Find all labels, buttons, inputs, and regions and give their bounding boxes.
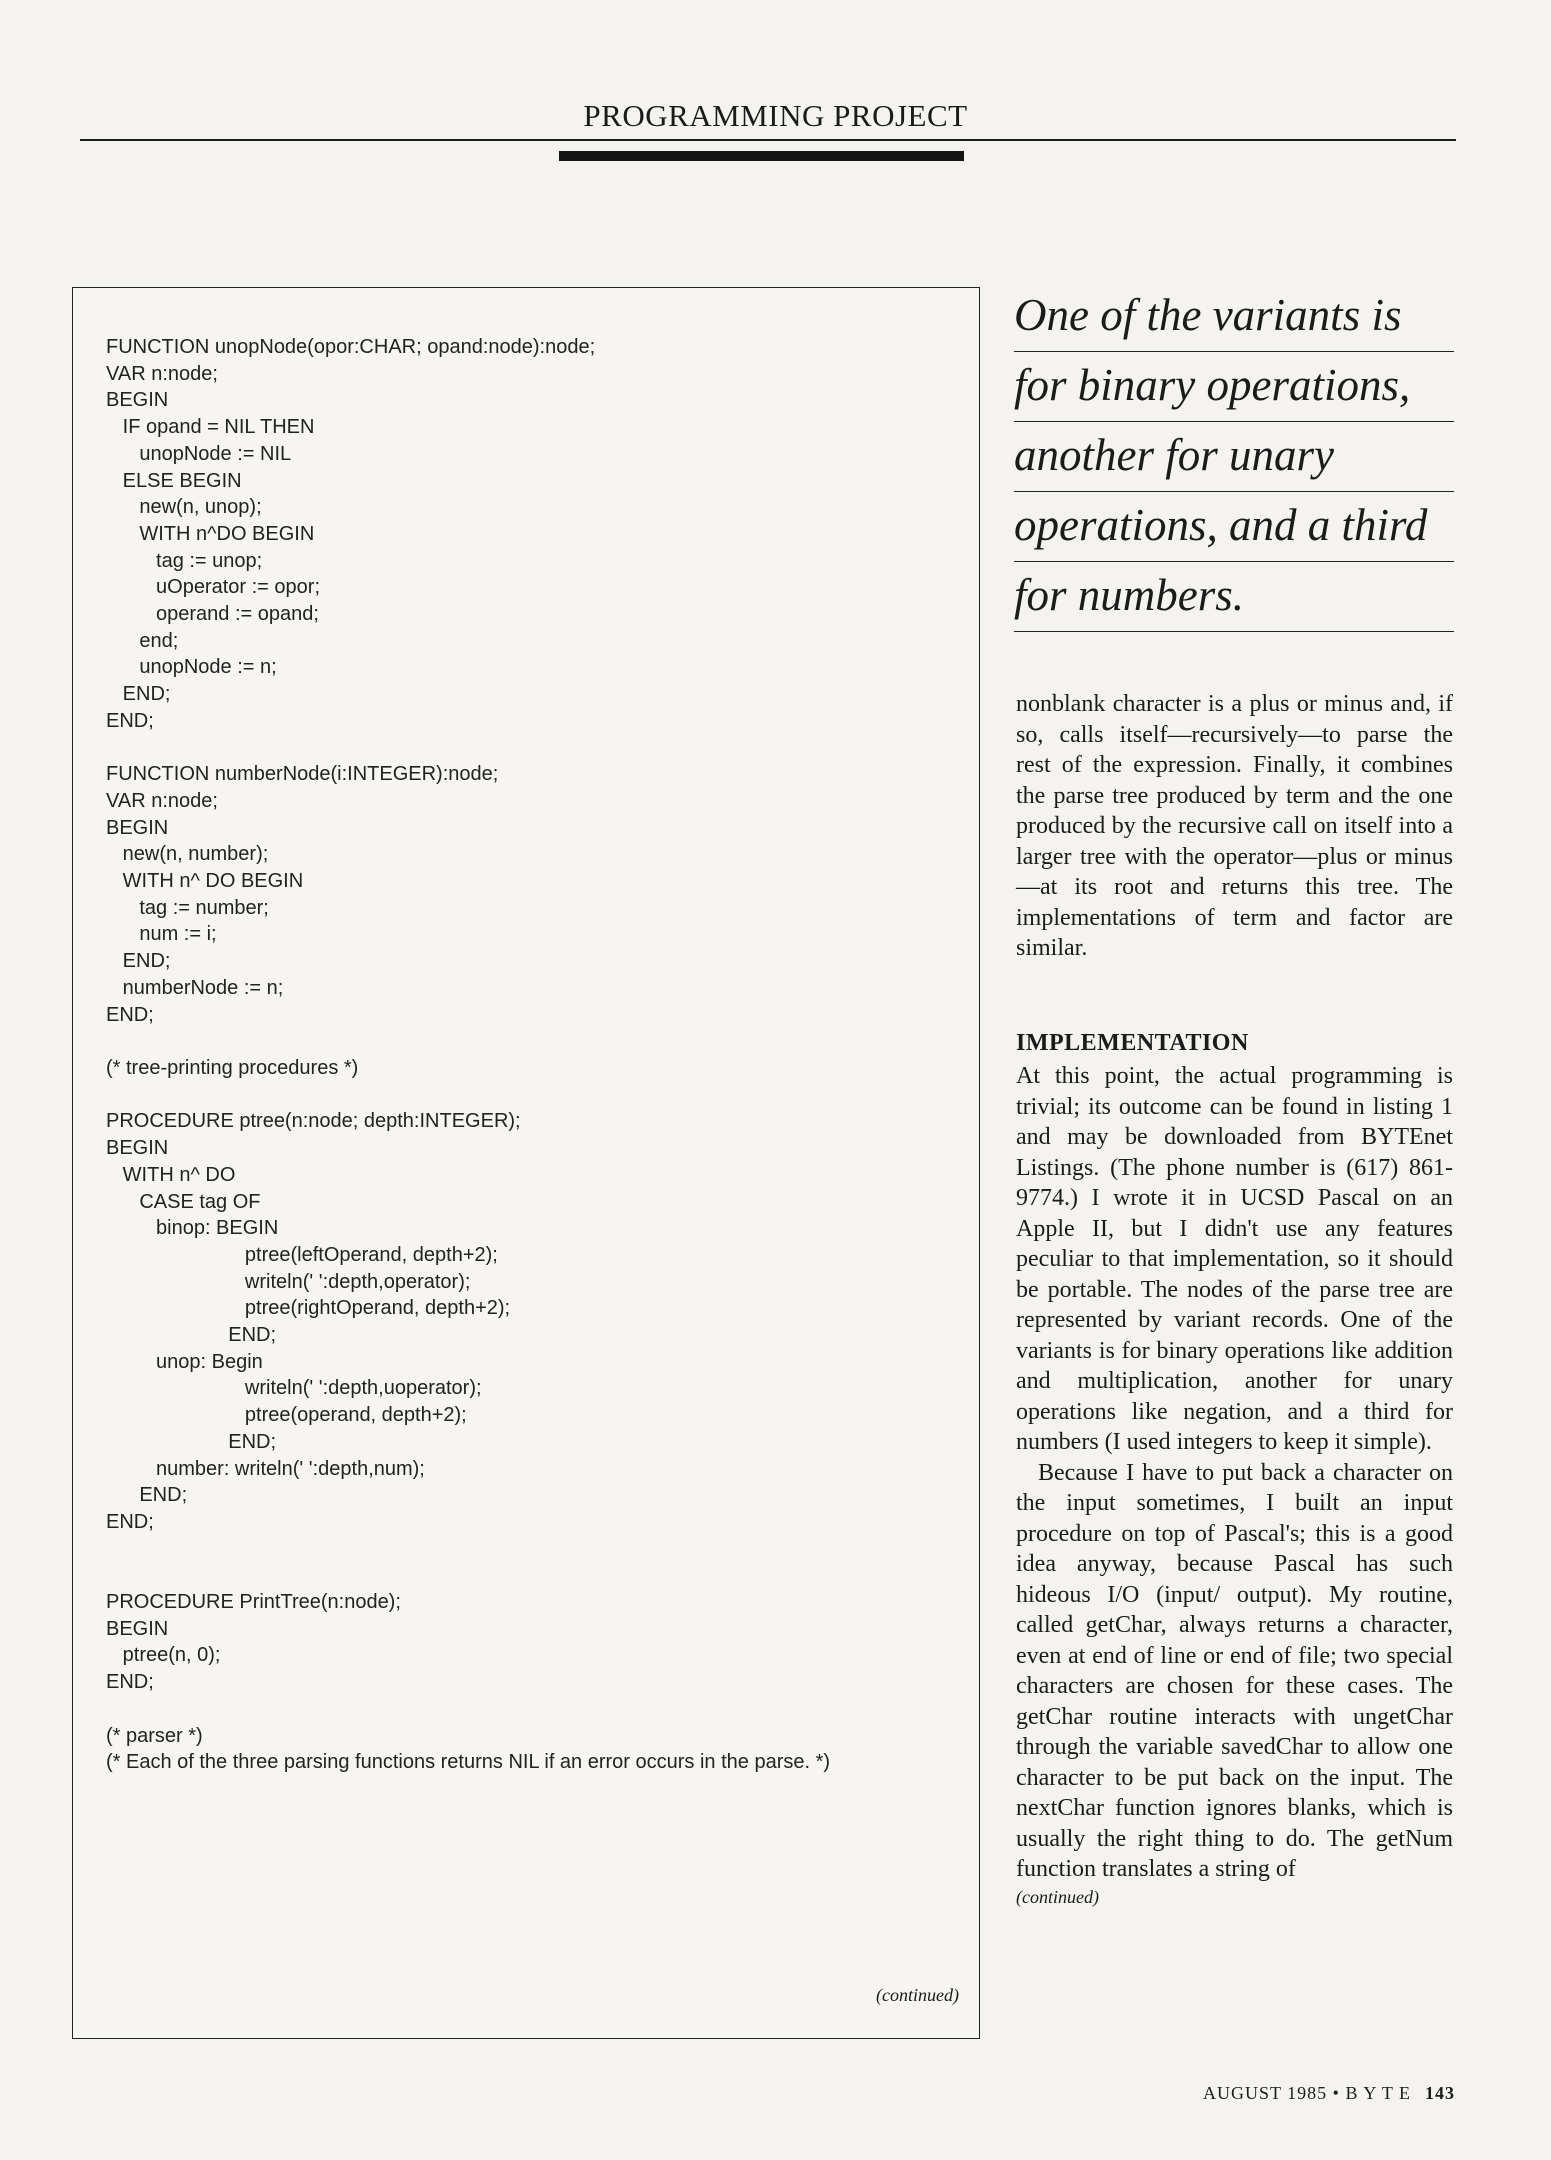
article-continued-note: (continued) — [1016, 1886, 1099, 1907]
code-line: unopNode := NIL — [106, 442, 292, 465]
code-line: ptree(n, 0); — [106, 1644, 221, 1667]
code-line: FUNCTION numberNode(i:INTEGER):node; — [106, 763, 499, 786]
pull-quote — [1014, 282, 1454, 632]
code-line — [106, 1536, 830, 1563]
code-line — [106, 1028, 830, 1055]
code-line: writeln(' ':depth,uoperator); — [106, 1377, 482, 1400]
code-line: num := i; — [106, 923, 217, 946]
code-line: CASE tag OF — [106, 1190, 261, 1213]
code-line: (* parser *) — [106, 1724, 203, 1747]
code-line — [106, 1562, 830, 1589]
page-footer — [1203, 2083, 1455, 2104]
header-rule — [80, 139, 1456, 141]
code-line: END; — [106, 1671, 154, 1694]
code-line: tag := number; — [106, 896, 269, 919]
article-paragraph-3: Because I have to put back a character on the input sometimes, I built an input procedure on top of Pascal's; this is a good idea anyway, because Pascal has such hideous I/O (input/ output). My routine, called getChar, always returns a character, even at end of line or end of file; two special characters are chosen for these cases. The getChar routine interacts with ungetChar through the variable savedChar to allow one character to be put back on the input. The nextChar function ignores blanks, which is usually the right thing to do. The getNum function translates a string of — [1016, 1459, 1453, 1882]
code-line: number: writeln(' ':depth,num); — [106, 1457, 425, 1480]
code-line: operand := opand; — [106, 603, 319, 626]
code-line: writeln(' ':depth,operator); — [106, 1270, 471, 1293]
code-line: END; — [106, 1003, 154, 1026]
page-number: 143 — [1425, 2083, 1455, 2103]
code-line — [106, 735, 830, 762]
code-line: END; — [106, 950, 171, 973]
code-line: (* tree-printing procedures *) — [106, 1056, 359, 1079]
running-head: PROGRAMMING PROJECT — [583, 98, 968, 133]
code-line: ptree(rightOperand, depth+2); — [106, 1297, 511, 1320]
code-line: tag := unop; — [106, 549, 263, 572]
code-line: BEGIN — [106, 389, 169, 412]
code-line: ptree(operand, depth+2); — [106, 1404, 467, 1427]
code-line: END; — [106, 1430, 277, 1453]
listing-continued-note: (continued) — [876, 1985, 959, 2005]
code-line: END; — [106, 683, 171, 706]
code-line: PROCEDURE ptree(n:node; depth:INTEGER); — [106, 1110, 521, 1133]
code-line: new(n, unop); — [106, 496, 262, 519]
code-line: ELSE BEGIN — [106, 469, 242, 492]
article-column-implementation — [1016, 1030, 1453, 1907]
code-listing — [106, 334, 830, 1776]
pull-quote-line: One of the variants is — [1014, 282, 1454, 352]
code-line — [106, 1082, 830, 1109]
pull-quote-line: for numbers. — [1014, 562, 1454, 632]
code-line: BEGIN — [106, 1617, 169, 1640]
code-line: ptree(leftOperand, depth+2); — [106, 1243, 498, 1266]
issue-line: AUGUST 1985 • B Y T E — [1203, 2083, 1411, 2103]
code-line: unopNode := n; — [106, 656, 277, 679]
article-paragraph-2: At this point, the actual programming is trivial; its outcome can be found in listing 1 and may be downloaded from BYTEnet Listings. (The phone number is (617) 861-9774.) I wrote it in UCSD Pascal on an Apple II, but I didn't use any features peculiar to that implementation, so it should be portable. The nodes of the parse tree are represented by variant records. One of the variants is for binary operations like addition and multiplication, another for unary operations like negation, and a third for numbers (I used integers to keep it simple). — [1016, 1063, 1453, 1455]
code-line — [106, 1696, 830, 1723]
code-line: PROCEDURE PrintTree(n:node); — [106, 1591, 401, 1614]
code-line: END; — [106, 1324, 277, 1347]
code-line: uOperator := opor; — [106, 576, 320, 599]
code-line: WITH n^ DO — [106, 1163, 236, 1186]
code-line: WITH n^ DO BEGIN — [106, 870, 304, 893]
code-line: WITH n^DO BEGIN — [106, 522, 315, 545]
header-bar — [559, 151, 964, 161]
code-line: VAR n:node; — [106, 362, 218, 385]
code-line: BEGIN — [106, 816, 169, 839]
code-line: END; — [106, 1510, 154, 1533]
code-line: END; — [106, 1484, 188, 1507]
code-line: (* Each of the three parsing functions returns NIL if an error occurs in the parse. *) — [106, 1751, 831, 1774]
article-paragraph-1: nonblank character is a plus or minus and, if so, calls itself—recursively—to parse the rest of the expression. Finally, it combines the parse tree produced by term and the one produced by the recursive call on itself into a larger tree with the operator—plus or minus—at its root and returns this tree. The implementations of term and factor are similar. — [1016, 691, 1453, 961]
code-line: FUNCTION unopNode(opor:CHAR; opand:node):node; — [106, 336, 596, 358]
code-line: BEGIN — [106, 1137, 169, 1160]
code-line: numberNode := n; — [106, 976, 284, 999]
code-line: binop: BEGIN — [106, 1217, 279, 1240]
code-line: VAR n:node; — [106, 789, 218, 812]
section-heading-implementation: IMPLEMENTATION — [1016, 1030, 1249, 1056]
pull-quote-line: operations, and a third — [1014, 492, 1454, 562]
code-listing-box — [72, 287, 980, 2039]
code-line: END; — [106, 709, 154, 732]
code-line: unop: Begin — [106, 1350, 263, 1373]
code-line: new(n, number); — [106, 843, 269, 866]
pull-quote-line: for binary operations, — [1014, 352, 1454, 422]
article-column — [1016, 689, 1453, 964]
pull-quote-line: another for unary — [1014, 422, 1454, 492]
code-line: IF opand = NIL THEN — [106, 416, 315, 439]
code-line: end; — [106, 629, 179, 652]
